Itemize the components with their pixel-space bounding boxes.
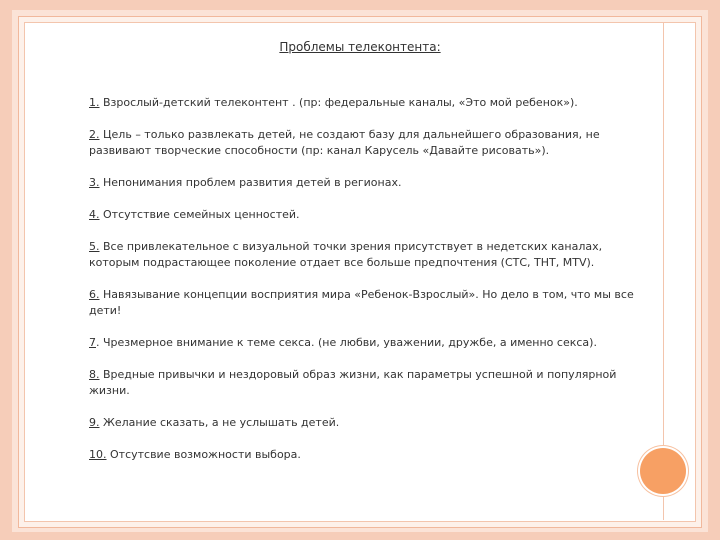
list-item-number: 7	[89, 336, 96, 349]
list-item-text: . Чрезмерное внимание к теме секса. (не любви, уважении, дружбе, а именно секса).	[96, 336, 597, 349]
list-item-text: Непонимания проблем развития детей в регионах.	[99, 176, 402, 189]
list-item	[89, 287, 639, 319]
list-item	[89, 239, 639, 271]
slide-title: Проблемы телеконтента:	[279, 40, 441, 54]
decorative-orange-circle	[640, 448, 686, 494]
list-item	[89, 175, 639, 191]
list-item-number: 9.	[89, 416, 100, 429]
list-item	[89, 127, 639, 159]
problem-list	[89, 95, 639, 479]
list-item	[89, 335, 639, 351]
list-item-number: 8.	[89, 368, 100, 381]
slide-right-rule	[663, 22, 664, 520]
list-item	[89, 95, 639, 111]
list-item-number: 4.	[89, 208, 100, 221]
list-item	[89, 367, 639, 399]
list-item-number: 2.	[89, 128, 100, 141]
list-item-text: Вредные привычки и нездоровый образ жизни, как параметры успешной и популярной жизни.	[89, 368, 617, 397]
list-item	[89, 415, 639, 431]
list-item-number: 6.	[89, 288, 100, 301]
list-item-text: Отсутсвие возможности выбора.	[106, 448, 301, 461]
list-item-text: Желание сказать, а не услышать детей.	[99, 416, 340, 429]
list-item-text: Все привлекательное с визуальной точки зрения присутствует в недетских каналах, которым подрастающее поколение отдает все больше предпочтения (СТС, ТНТ, MTV).	[89, 240, 603, 269]
list-item-number: 1.	[89, 96, 100, 109]
list-item-text: Цель – только развлекать детей, не создают базу для дальнейшего образования, не развивают творческие способности (пр: канал Карусель «Давайте рисовать»).	[89, 128, 600, 157]
list-item-text: Взрослый-детский телеконтент . (пр: федеральные каналы, «Это мой ребенок»).	[99, 96, 578, 109]
list-item-number: 5.	[89, 240, 100, 253]
list-item-number: 3.	[89, 176, 100, 189]
list-item-number: 10.	[89, 448, 107, 461]
list-item	[89, 447, 639, 463]
list-item-text: Отсутствие семейных ценностей.	[99, 208, 300, 221]
list-item-text: Навязывание концепции восприятия мира «Ребенок-Взрослый». Но дело в том, что мы все дети!	[89, 288, 634, 317]
list-item	[89, 207, 639, 223]
